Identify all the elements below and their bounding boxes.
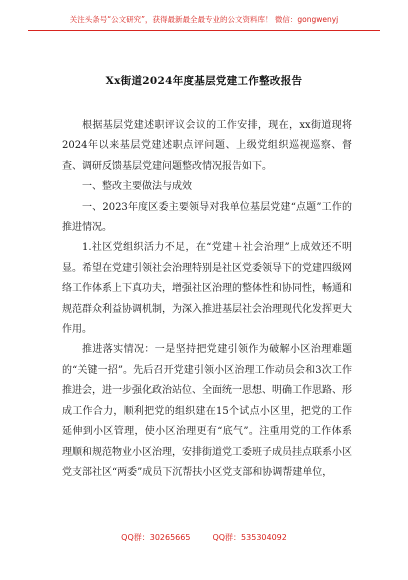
progress-paragraph: 推进落实情况：一是坚持把党建引领作为破解小区治理难题的“关键一招”。先后召开党建引领小区治理工作动员会和3次工作推进会，进一步强化政治站位、全面统一思想、明确工作思路、形成工作合力，顺利把党的组织建在15个试点小区里，把党的工作延伸到小区管理，使小区治理更有“底气”。注重用党的工作体系理顺和规范物业小区治理，安排街道党工委班子成员挂点联系小区党支部社区“两委”成员下沉帮扶小区党支部和协调帮建单位， xyxy=(62,344,352,478)
subsection-heading: 一、2023年度区委主要领导对我单位基层党建“点题”工作的推进情况。 xyxy=(62,201,352,234)
section-heading: 一、整改主要做法与成效 xyxy=(82,181,192,193)
footer-qq-group-2: QQ群：535304092 xyxy=(212,533,287,542)
intro-paragraph: 根据基层党建述职评议会议的工作安排，现在，xx街道现将2024年以来基层党建述职点评问题、上级党组织巡视巡察、督查、调研反馈基层党建问题整改情况报告如下。 xyxy=(62,120,352,172)
document-body xyxy=(62,116,352,483)
footer-qq-group-1: QQ群：30265665 xyxy=(121,533,191,542)
document-title: Xx街道2024年度基层党建工作整改报告 xyxy=(105,75,303,87)
issue-paragraph: 1.社区党组织活力不足，在“党建＋社会治理”上成效还不明显。希望在党建引领社会治理特别是社区党委领导下的党建四级网络工作体系上下真功夫，增强社区治理的整体性和协同性，畅通和规范群众利益协调机制，为深入推进基层社会治理现代化发挥更大作用。 xyxy=(62,242,352,336)
header-divider xyxy=(28,30,380,31)
header-banner: 关注头条号“公文研究”，获得最新最全最专业的公文资料库！ 微信：gongwenyj xyxy=(69,15,339,24)
footer-contact xyxy=(0,532,408,543)
